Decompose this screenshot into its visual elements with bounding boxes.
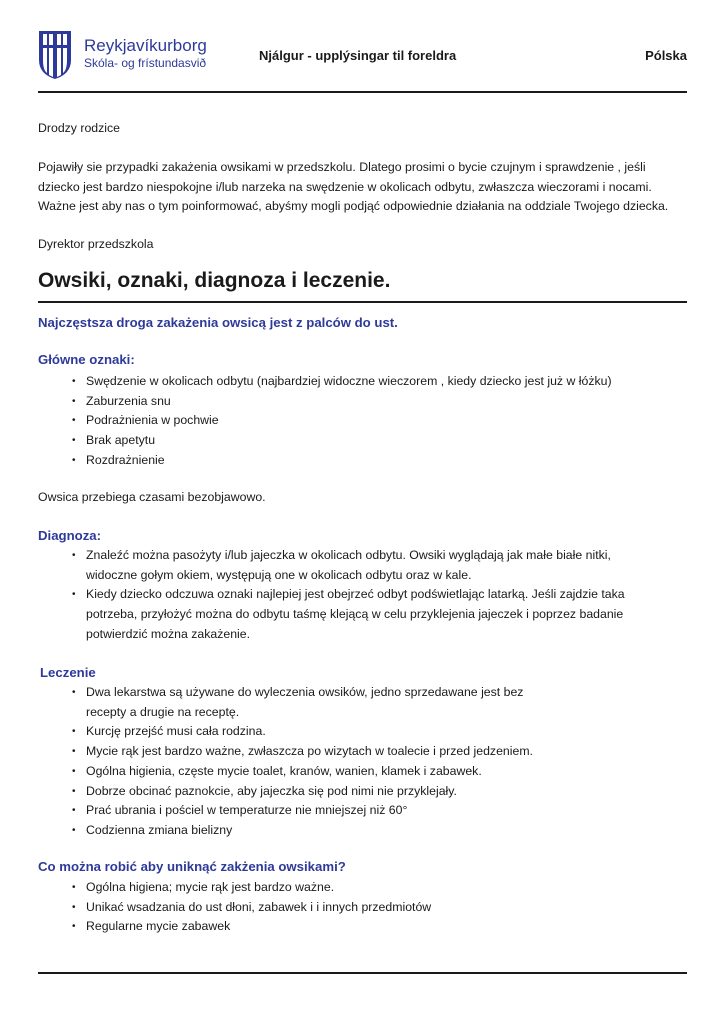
- list-item: • Podrażnienia w pochwie: [70, 411, 670, 431]
- reykjavik-shield-logo: [38, 30, 72, 80]
- list-item-line: potrzeba, przyłożyć można do odbytu taśmę klejącą w celu przyklejenia jajeczek i poprzez badanie: [86, 607, 624, 622]
- list-item-line: widoczne gołym okiem, występują one w okolicach odbytu oraz w kale.: [86, 567, 472, 582]
- treatment-heading: Leczenie: [40, 665, 96, 680]
- list-item: • Unikać wsadzania do ust dłoni, zabawek i i innych przedmiotów: [70, 898, 670, 918]
- list-item: [70, 546, 670, 585]
- prevention-list: [70, 878, 670, 937]
- lead-heading: Najczęstsza droga zakażenia owsicą jest z palców do ust.: [38, 315, 398, 330]
- list-item: • Swędzenie w okolicach odbytu (najbardziej widoczne wieczorem , kiedy dziecko jest już w łóżku): [70, 372, 670, 392]
- list-item: • Zaburzenia snu: [70, 392, 670, 412]
- diagnosis-heading: Diagnoza:: [38, 528, 102, 543]
- intro-line: Ważne jest aby nas o tym poinformować, abyśmy mogli podjąć odpowiednie działania na oddziale Twojego dziecka.: [38, 199, 669, 213]
- header-title: Njálgur - upplýsingar til foreldra: [259, 48, 457, 63]
- list-item: • Kurcję przejść musi cała rodzina.: [70, 722, 670, 742]
- signs-list: [70, 372, 670, 471]
- list-item: • Brak apetytu: [70, 431, 670, 451]
- intro-paragraph: [38, 158, 698, 217]
- list-item-line: potwierdzić można zakażenie.: [86, 626, 251, 641]
- list-item-line: • Kiedy dziecko odczuwa oznaki najlepiej jest obejrzeć odbyt podświetlając latarką. Jeśli zajdzie taka: [86, 587, 625, 602]
- list-item: • Codzienna zmiana bielizny: [70, 821, 670, 841]
- list-item-line: • Dwa lekarstwa są używane do wyleczenia owsików, jedno sprzedawane jest bez: [86, 685, 524, 699]
- list-item-line: • Znaleźć można pasożyty i/lub jajeczka w okolicach odbytu. Owsiki wyglądają jak małe białe nitki,: [86, 548, 611, 562]
- salutation: Drodzy rodzice: [38, 121, 121, 135]
- logo-wordmark: [84, 36, 207, 71]
- page-header: [38, 30, 687, 82]
- diagnosis-list: [70, 546, 670, 645]
- treatment-list: [70, 683, 670, 841]
- signs-heading: Główne oznaki:: [38, 352, 135, 367]
- list-item-line: recepty a drugie na receptę.: [86, 704, 240, 719]
- main-title: Owsiki, oznaki, diagnoza i leczenie.: [38, 269, 391, 292]
- list-item: • Regularne mycie zabawek: [70, 917, 670, 937]
- list-item: [70, 585, 670, 644]
- intro-line: dziecko jest bardzo niespokojne i/lub narzeka na swędzenie w okolicach odbytu, zwłaszcza wieczorami i nocami.: [38, 179, 652, 194]
- list-item: • Dobrze obcinać paznokcie, aby jajeczka się pod nimi nie przyklejały.: [70, 782, 670, 802]
- asymptomatic-note: Owsica przebiega czasami bezobjawowo.: [38, 490, 266, 504]
- title-divider: [38, 301, 687, 303]
- header-divider: [38, 91, 687, 93]
- list-item: • Prać ubrania i pościel w temperaturze nie mniejszej niż 60°: [70, 801, 670, 821]
- header-language: Pólska: [645, 48, 687, 63]
- logo-subtitle: Skóla- og frístundasvið: [84, 56, 207, 70]
- list-item: • Ogólna higiena; mycie rąk jest bardzo ważne.: [70, 878, 670, 898]
- list-item: • Ogólna higienia, częste mycie toalet, kranów, wanien, klamek i zabawek.: [70, 762, 670, 782]
- intro-line: Pojawiły sie przypadki zakażenia owsikami w przedszkolu. Dlatego prosimi o bycie czujnym i sprawdzenie , jeśli: [38, 160, 646, 174]
- logo-title: Reykjavíkurborg: [84, 36, 207, 55]
- list-item: • Rozdrażnienie: [70, 451, 670, 471]
- footer-divider: [38, 972, 687, 974]
- prevention-heading: Co można robić aby uniknąć zakżenia owsikami?: [38, 859, 346, 874]
- list-item: [70, 683, 670, 722]
- list-item: • Mycie rąk jest bardzo ważne, zwłaszcza po wizytach w toalecie i przed jedzeniem.: [70, 742, 670, 762]
- signature: Dyrektor przedszkola: [38, 237, 154, 251]
